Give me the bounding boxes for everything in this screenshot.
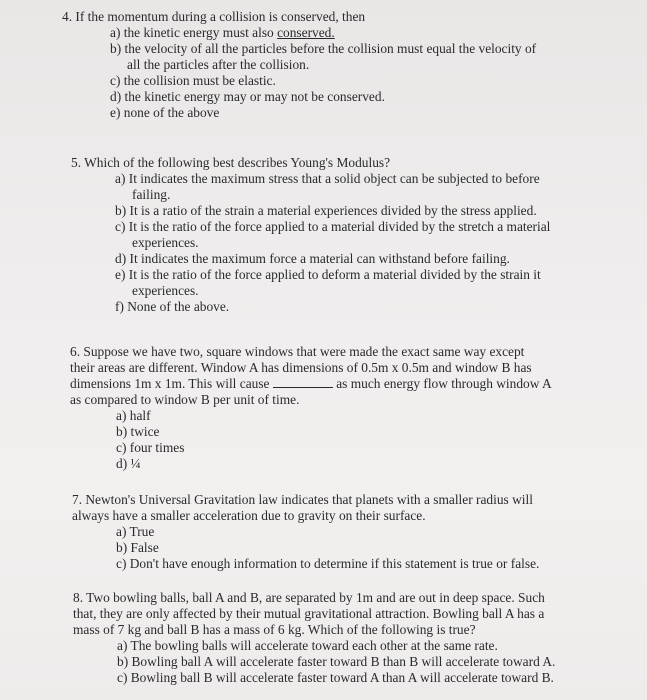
- question-5: [71, 155, 550, 315]
- option-8a: a) The bowling balls will accelerate toward each other at the same rate.: [117, 638, 498, 653]
- question-6-line-2: their areas are different. Window A has dimensions of 0.5m x 0.5m and window B has: [70, 360, 532, 375]
- option-6c: c) four times: [116, 440, 185, 455]
- option-4e: e) none of the above: [110, 105, 220, 120]
- question-6: [70, 344, 552, 472]
- question-6-line-1: 6. Suppose we have two, square windows that were made the exact same way except: [70, 344, 525, 359]
- question-5-options: [115, 171, 550, 315]
- option-8b: b) Bowling ball A will accelerate faster toward B than B will accelerate toward A.: [117, 654, 556, 669]
- option-6a: a) half: [116, 408, 151, 423]
- option-4d: d) the kinetic energy may or may not be conserved.: [110, 89, 385, 104]
- option-4a: a) the kinetic energy must also conserved.: [110, 25, 335, 40]
- option-5a: a) It indicates the maximum stress that a solid object can be subjected to before failing.: [115, 171, 540, 202]
- option-7c: c) Don't have enough information to determine if this statement is true or false.: [116, 556, 540, 571]
- option-5e: e) It is the ratio of the force applied to deform a material divided by the strain it experiences.: [115, 267, 541, 298]
- option-7a: a) True: [116, 524, 155, 539]
- question-6-line-3: dimensions 1m x 1m. This will cause as much energy flow through window A: [70, 376, 552, 391]
- option-5c: c) It is the ratio of the force applied to a material divided by the stretch a material experiences.: [115, 219, 551, 250]
- option-4c: c) the collision must be elastic.: [110, 73, 276, 88]
- option-7b: b) False: [116, 540, 159, 555]
- question-7-line-1: 7. Newton's Universal Gravitation law indicates that planets with a smaller radius will: [72, 492, 533, 507]
- option-6d: d) ¼: [116, 456, 141, 471]
- question-8-line-3: mass of 7 kg and ball B has a mass of 6 kg. Which of the following is true?: [73, 622, 476, 637]
- question-8: [73, 590, 555, 686]
- question-7-options: [116, 524, 539, 572]
- question-6-line-4: as compared to window B per unit of time.: [70, 392, 300, 407]
- question-7-line-2: always have a smaller acceleration due to gravity on their surface.: [72, 508, 426, 523]
- question-8-line-2: that, they are only affected by their mutual gravitational attraction. Bowling ball A has a: [73, 606, 545, 621]
- underlined-word: conserved.: [277, 25, 335, 40]
- question-7: [72, 492, 539, 572]
- option-5d: d) It indicates the maximum force a material can withstand before failing.: [115, 251, 510, 266]
- question-4-stem: 4. If the momentum during a collision is conserved, then: [62, 9, 366, 24]
- question-4: [62, 9, 536, 121]
- question-6-options: [116, 408, 552, 472]
- option-6b: b) twice: [116, 424, 160, 439]
- option-5b: b) It is a ratio of the strain a material experiences divided by the stress applied.: [115, 203, 537, 218]
- question-8-options: [117, 638, 555, 686]
- question-5-stem: 5. Which of the following best describes Young's Modulus?: [71, 155, 391, 170]
- answer-blank: [273, 376, 333, 388]
- question-4-options: [110, 25, 536, 121]
- option-4b: b) the velocity of all the particles before the collision must equal the velocity of all the particles after the collision.: [110, 41, 537, 72]
- question-8-line-1: 8. Two bowling balls, ball A and B, are separated by 1m and are out in deep space. Such: [73, 590, 545, 605]
- option-8c: c) Bowling ball B will accelerate faster toward A than A will accelerate toward B.: [117, 670, 554, 685]
- option-5f: f) None of the above.: [115, 299, 230, 314]
